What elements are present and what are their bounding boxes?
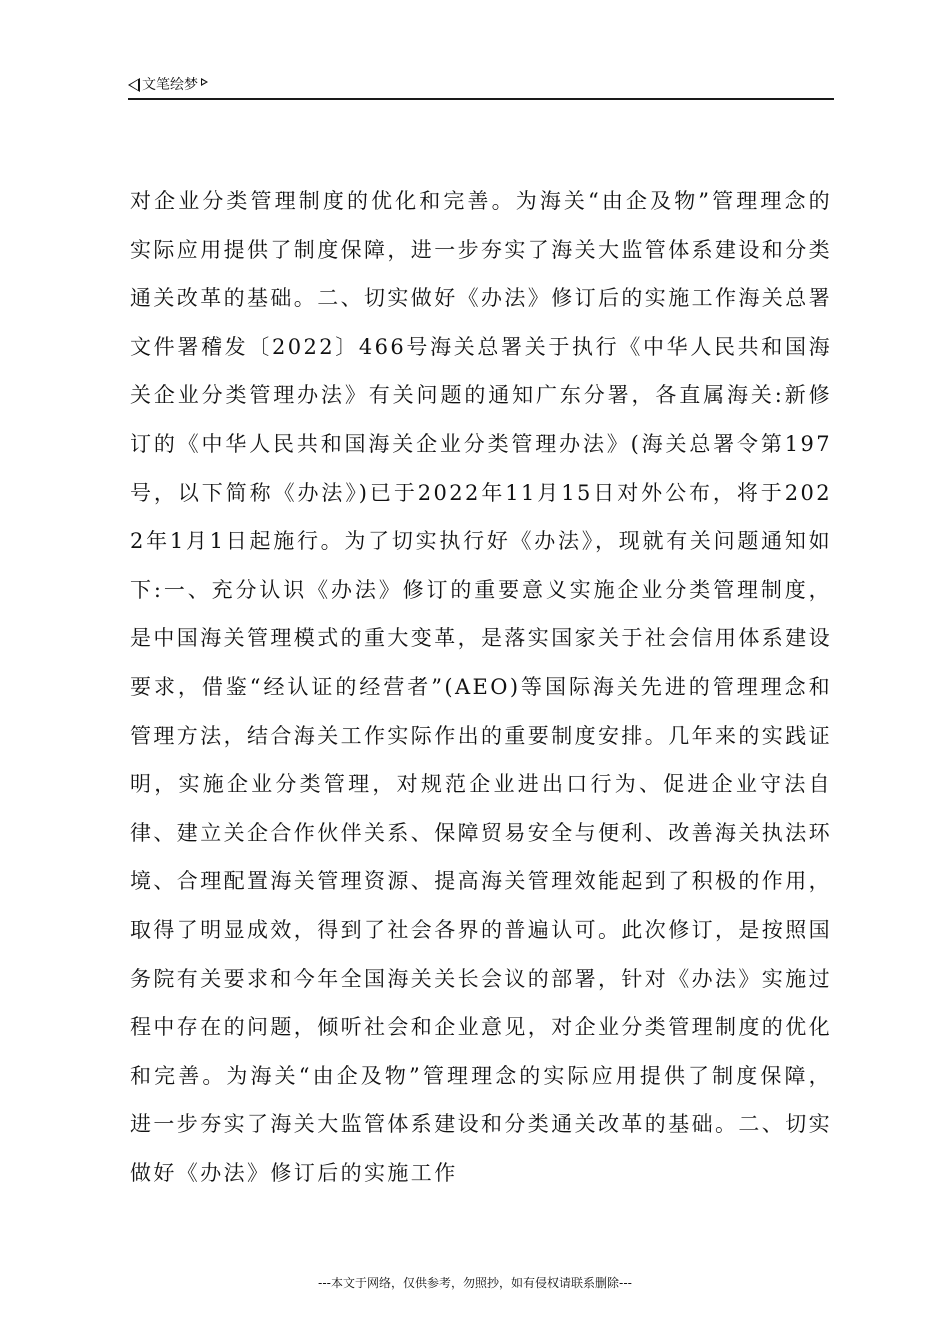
header-logo-text: 文笔绘梦 xyxy=(142,77,198,93)
header-logo xyxy=(128,76,208,94)
footer-disclaimer: ---本文于网络，仅供参考，勿照抄，如有侵权请联系删除--- xyxy=(318,1276,632,1290)
body-paragraph: 对企业分类管理制度的优化和完善。为海关“由企及物”管理理念的实际应用提供了制度保障，进一步夯实了海关大监管体系建设和分类通关改革的基础。二、切实做好《办法》修订后的实施工作海关总署文件署稽发〔2022〕466号海关总署关于执行《中华人民共和国海关企业分类管理办法》有关问题的通知广东分署，各直属海关:新修订的《中华人民共和国海关企业分类管理办法》(海关总署令第197号，以下简称《办法》)已于2022年11月15日对外公布，将于2022年1月1日起施行。为了切实执行好《办法》，现就有关问题通知如下:一、充分认识《办法》修订的重要意义实施企业分类管理制度，是中国海关管理模式的重大变革，是落实国家关于社会信用体系建设要求，借鉴“经认证的经营者”(AEO)等国际海关先进的管理理念和管理方法，结合海关工作实际作出的重要制度安排。几年来的实践证明，实施企业分类管理，对规范企业进出口行为、促进企业守法自律、建立关企合作伙伴关系、保障贸易安全与便利、改善海关执法环境、合理配置海关管理资源、提高海关管理效能起到了积极的作用，取得了明显成效，得到了社会各界的普遍认可。此次修订，是按照国务院有关要求和今年全国海关关长会议的部署，针对《办法》实施过程中存在的问题，倾听社会和企业意见，对企业分类管理制度的优化和完善。为海关“由企及物”管理理念的实际应用提供了制度保障，进一步夯实了海关大监管体系建设和分类通关改革的基础。二、切实做好《办法》修订后的实施工作 xyxy=(130,189,832,1185)
right-triangle-icon xyxy=(201,78,208,86)
left-triangle-icon xyxy=(128,78,140,92)
page-header xyxy=(128,74,834,100)
